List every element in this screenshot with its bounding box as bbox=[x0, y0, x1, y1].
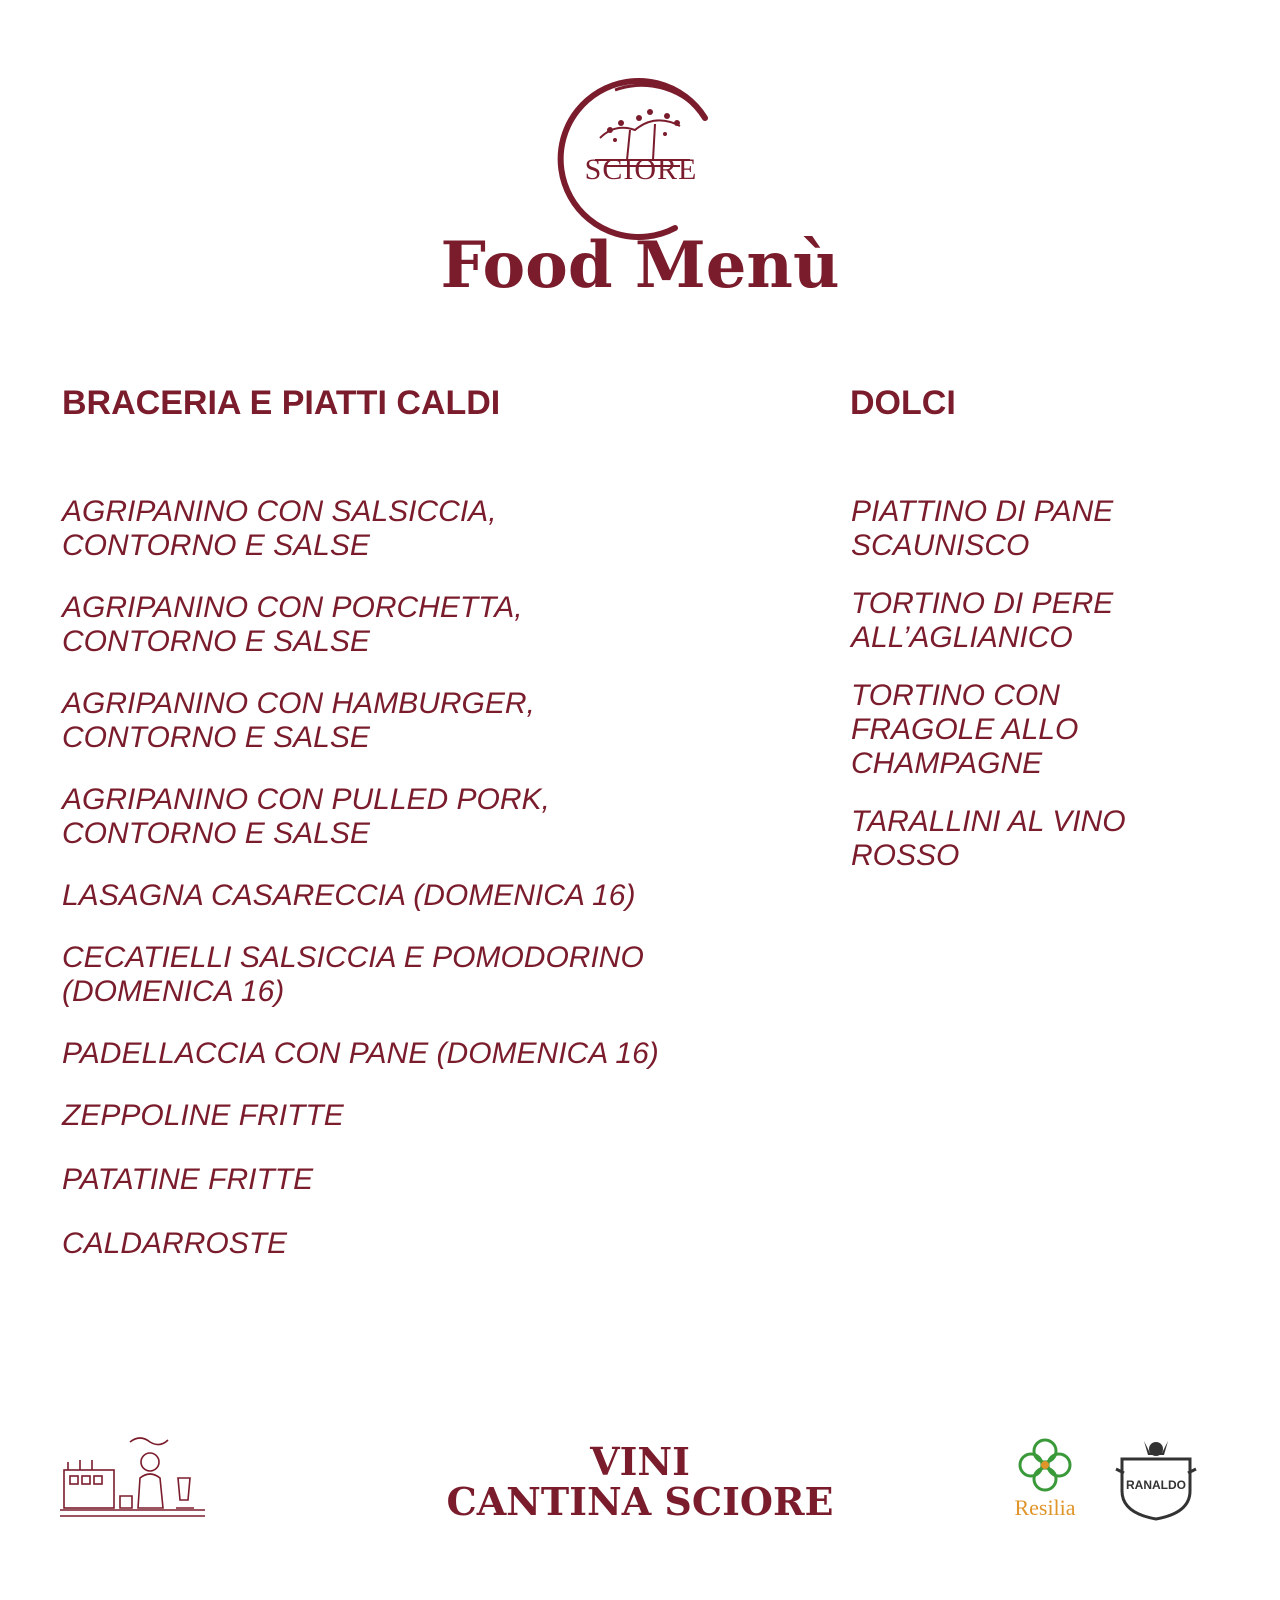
menu-item: TORTINO CON FRAGOLE ALLO CHAMPAGNE bbox=[851, 679, 1079, 780]
menu-item: AGRIPANINO CON PULLED PORK, CONTORNO E SALSE bbox=[62, 783, 550, 850]
menu-item: AGRIPANINO CON SALSICCIA, CONTORNO E SALSE bbox=[62, 495, 497, 562]
menu-item: CECATIELLI SALSICCIA E POMODORINO (DOMENICA 16) bbox=[62, 941, 644, 1008]
menu-item: AGRIPANINO CON PORCHETTA, CONTORNO E SALSE bbox=[62, 591, 523, 658]
ranaldo-wordmark: RANALDO bbox=[1126, 1478, 1186, 1492]
wine-footer bbox=[0, 1439, 1280, 1524]
braceria-list bbox=[62, 495, 662, 1291]
menu-item: ZEPPOLINE FRITTE bbox=[62, 1099, 344, 1132]
wine-line-1: VINI bbox=[590, 1439, 690, 1484]
resilia-logo bbox=[1005, 1435, 1085, 1527]
menu-item: CALDARROSTE bbox=[62, 1227, 288, 1260]
clover-icon bbox=[1005, 1435, 1085, 1495]
menu-item: PIATTINO DI PANE SCAUNISCO bbox=[851, 495, 1114, 562]
page-title: Food Menù bbox=[440, 228, 840, 303]
ranaldo-logo bbox=[1112, 1433, 1200, 1523]
menu-item: PATATINE FRITTE bbox=[62, 1163, 314, 1196]
section-heading-braceria: BRACERIA E PIATTI CALDI bbox=[62, 384, 501, 422]
menu-item: LASAGNA CASARECCIA (DOMENICA 16) bbox=[62, 879, 636, 912]
menu-item: PADELLACCIA CON PANE (DOMENICA 16) bbox=[62, 1037, 659, 1070]
dolci-list bbox=[851, 495, 1171, 897]
sciore-logo bbox=[555, 68, 727, 240]
wine-line-2: CANTINA SCIORE bbox=[446, 1479, 834, 1524]
resilia-wordmark: Resilia bbox=[1014, 1495, 1076, 1520]
menu-item: TARALLINI AL VINO ROSSO bbox=[851, 805, 1126, 872]
menu-item: AGRIPANINO CON HAMBURGER, CONTORNO E SALSE bbox=[62, 687, 535, 754]
section-heading-dolci: DOLCI bbox=[850, 384, 956, 422]
logo-wordmark: SCIORE bbox=[584, 153, 698, 186]
menu-item: TORTINO DI PERE ALL’AGLIANICO bbox=[851, 587, 1114, 654]
